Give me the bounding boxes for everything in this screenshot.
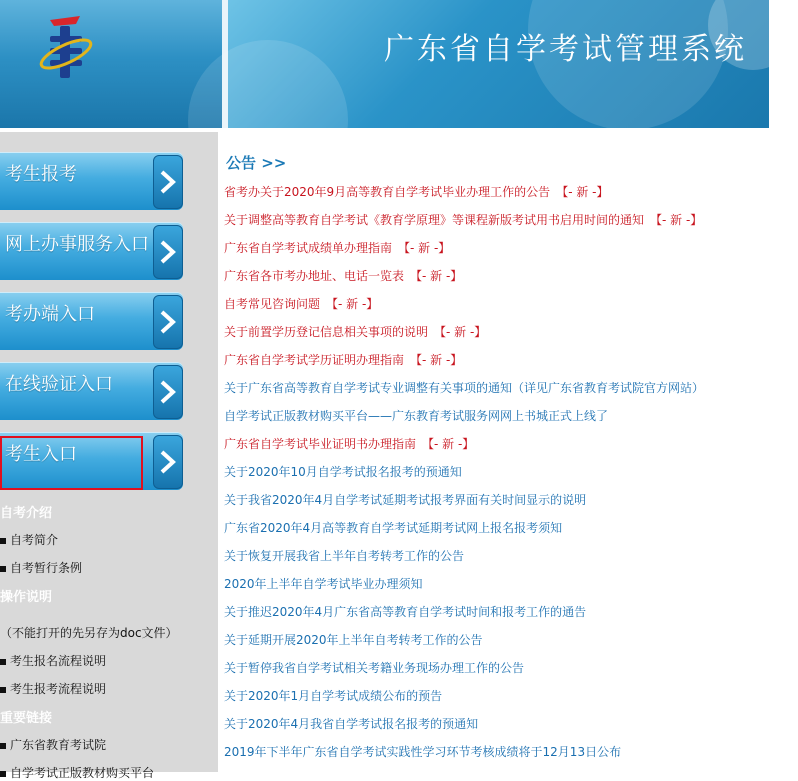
new-badge: 【- 新 -】 <box>650 213 703 227</box>
nav-button-online-verify[interactable] <box>0 362 183 420</box>
notice-title: 关于推迟2020年4月广东省高等教育自学考试时间和报考工作的通告 <box>224 605 587 619</box>
nav-button-label: 考生报考 <box>5 164 77 185</box>
exam-system-logo <box>36 14 96 82</box>
bullet-icon <box>0 771 6 777</box>
notice-link[interactable] <box>224 715 478 732</box>
notice-link[interactable] <box>224 239 450 256</box>
header-banner <box>0 0 769 128</box>
chevron-right-icon <box>153 155 183 209</box>
section-title-links: 重要链接 <box>0 711 53 726</box>
notice-link[interactable] <box>224 379 704 396</box>
notice-link[interactable] <box>224 687 442 704</box>
notice-title: 自考常见咨询问题 <box>224 297 321 311</box>
nav-button-label: 网上办事服务入口 <box>5 234 149 255</box>
title-panel <box>228 0 769 128</box>
notice-link[interactable] <box>224 575 423 592</box>
notice-link[interactable] <box>224 211 702 228</box>
notice-title: 广东省自学考试毕业证明书办理指南 <box>224 437 417 451</box>
new-badge: 【- 新 -】 <box>556 185 609 199</box>
link-textbook-platform[interactable] <box>0 764 154 781</box>
notice-link[interactable] <box>224 743 621 760</box>
section-title-intro: 自考介绍 <box>0 506 53 521</box>
link-label: 广东省教育考试院 <box>10 738 107 752</box>
section-title-operation: 操作说明 <box>0 590 53 605</box>
nav-button-online-service[interactable] <box>0 222 183 280</box>
chevron-right-icon <box>153 365 183 419</box>
notice-link[interactable] <box>224 323 486 340</box>
chevron-right-icon <box>153 225 183 279</box>
operation-note: （不能打开的先另存为doc文件） <box>0 626 178 640</box>
bullet-icon <box>0 566 6 572</box>
link-intro[interactable] <box>0 531 58 548</box>
notice-title: 2020年上半年自学考试毕业办理须知 <box>224 577 423 591</box>
announcement-heading: 公告 >> <box>226 154 287 172</box>
notice-title: 关于调整高等教育自学考试《教育学原理》等课程新版考试用书启用时间的通知 <box>224 213 645 227</box>
notice-link[interactable] <box>224 491 586 508</box>
new-badge: 【- 新 -】 <box>410 269 463 283</box>
new-badge: 【- 新 -】 <box>410 353 463 367</box>
site-title: 广东省自学考试管理系统 <box>384 32 747 67</box>
notice-title: 广东省自学考试成绩单办理指南 <box>224 241 393 255</box>
chevron-right-icon <box>153 435 183 489</box>
notice-link[interactable] <box>224 183 608 200</box>
highlight-box <box>0 436 143 490</box>
link-label: 考生报考流程说明 <box>10 682 107 696</box>
nav-button-exam-register[interactable] <box>0 152 183 210</box>
bullet-icon <box>0 687 6 693</box>
nav-button-office-entry[interactable] <box>0 292 183 350</box>
notice-link[interactable] <box>224 631 483 648</box>
notice-link[interactable] <box>224 519 562 536</box>
notice-link[interactable] <box>224 435 474 452</box>
notice-link[interactable] <box>224 407 608 424</box>
notice-title: 关于广东省高等教育自学考试专业调整有关事项的通知（详见广东省教育考试院官方网站） <box>224 381 705 395</box>
announcement-panel <box>218 132 769 772</box>
notice-link[interactable] <box>224 547 464 564</box>
link-label: 自考暂行条例 <box>10 561 83 575</box>
chevron-right-icon <box>153 295 183 349</box>
notice-title: 省考办关于2020年9月高等教育自学考试毕业办理工作的公告 <box>224 185 551 199</box>
new-badge: 【- 新 -】 <box>326 297 379 311</box>
new-badge: 【- 新 -】 <box>398 241 451 255</box>
notice-title: 关于我省2020年4月自学考试延期考试报考界面有关时间显示的说明 <box>224 493 587 507</box>
notice-title: 2019年下半年广东省自学考试实践性学习环节考核成绩将于12月13日公布 <box>224 745 622 759</box>
notice-title: 关于恢复开展我省上半年自考转考工作的公告 <box>224 549 465 563</box>
link-regulations[interactable] <box>0 559 82 576</box>
notice-link[interactable] <box>224 659 524 676</box>
notice-title: 关于前置学历登记信息相关事项的说明 <box>224 325 429 339</box>
notice-title: 关于2020年10月自学考试报名报考的预通知 <box>224 465 462 479</box>
new-badge: 【- 新 -】 <box>434 325 487 339</box>
notice-link[interactable] <box>224 267 462 284</box>
link-exam-institute[interactable] <box>0 736 106 753</box>
notice-link[interactable] <box>224 463 462 480</box>
notice-title: 关于2020年4月我省自学考试报名报考的预通知 <box>224 717 479 731</box>
link-label: 自学考试正版教材购买平台 <box>10 766 155 780</box>
bullet-icon <box>0 538 6 544</box>
bullet-icon <box>0 743 6 749</box>
notice-title: 关于暂停我省自学考试相关考籍业务现场办理工作的公告 <box>224 661 525 675</box>
nav-button-label: 考生入口 <box>5 444 77 465</box>
new-badge: 【- 新 -】 <box>422 437 475 451</box>
notice-title: 关于2020年1月自学考试成绩公布的预告 <box>224 689 443 703</box>
notice-link[interactable] <box>224 351 462 368</box>
notice-title: 自学考试正版教材购买平台——广东教育考试服务网网上书城正式上线了 <box>224 409 609 423</box>
nav-button-label: 在线验证入口 <box>5 374 113 395</box>
link-apply-flow[interactable] <box>0 680 106 697</box>
notice-title: 广东省各市考办地址、电话一览表 <box>224 269 405 283</box>
link-label: 自考简介 <box>10 533 59 547</box>
nav-button-label: 考办端入口 <box>5 304 95 325</box>
bullet-icon <box>0 659 6 665</box>
notice-title: 关于延期开展2020年上半年自考转考工作的公告 <box>224 633 483 647</box>
notice-title: 广东省2020年4月高等教育自学考试延期考试网上报名报考须知 <box>224 521 563 535</box>
notice-title: 广东省自学考试学历证明办理指南 <box>224 353 405 367</box>
notice-link[interactable] <box>224 295 378 312</box>
link-register-flow[interactable] <box>0 652 106 669</box>
notice-link[interactable] <box>224 603 586 620</box>
link-label: 考生报名流程说明 <box>10 654 107 668</box>
